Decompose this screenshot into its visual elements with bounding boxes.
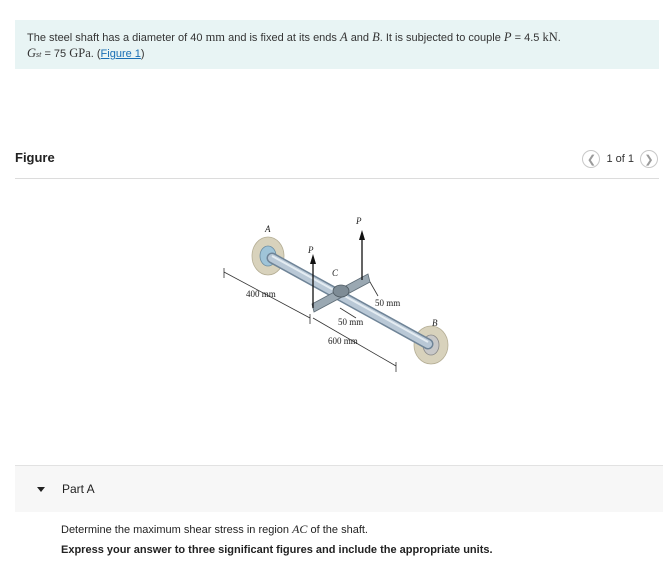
question-part-2: of the shaft. [310, 524, 368, 536]
problem-line-2: Gst = 75 GPa. (Figure 1) [27, 46, 145, 60]
unit-kn: kN [542, 30, 558, 44]
unit-mm: mm [205, 30, 226, 44]
paren-open: ( [96, 48, 101, 60]
part-a-label: Part A [62, 482, 95, 496]
shaft-figure [210, 200, 470, 400]
label-p-left: P [308, 245, 314, 255]
caret-down-icon[interactable] [37, 487, 45, 492]
unit-gpa: GPa [69, 46, 91, 60]
symbol-g-subscript: st [36, 50, 42, 59]
problem-text: . It is subjected to couple [379, 32, 501, 44]
label-c: C [332, 268, 339, 278]
problem-text: and is fixed at its ends [228, 32, 337, 44]
label-dim-50-bottom: 50 mm [338, 317, 364, 327]
shaft-diagram [210, 200, 470, 400]
problem-text: and [350, 32, 370, 44]
shaft-highlight [272, 256, 428, 342]
label-dim-600: 600 mm [328, 336, 358, 346]
symbol-p: P [503, 30, 512, 44]
symbol-a: A [339, 30, 348, 44]
g-value: = 75 [44, 48, 67, 60]
paren-close: ) [140, 48, 145, 60]
question-part-1: Determine the maximum shear stress in region [61, 524, 290, 536]
label-a: A [265, 224, 271, 234]
figure-link[interactable]: Figure 1 [100, 48, 141, 60]
force-p-right [359, 230, 365, 280]
label-b: B [432, 318, 438, 328]
chevron-left-icon[interactable]: ❮ [582, 150, 600, 168]
figure-title: Figure [15, 150, 55, 165]
label-dim-400: 400 mm [246, 289, 276, 299]
problem-text: The steel shaft has a diameter of 40 [27, 32, 203, 44]
question-text [61, 522, 368, 537]
shaft-body [272, 258, 428, 344]
figure-pager [582, 150, 658, 168]
problem-statement [15, 20, 659, 69]
label-dim-50-right: 50 mm [375, 298, 401, 308]
part-a-header[interactable] [15, 465, 663, 512]
label-p-right: P [356, 216, 362, 226]
p-value: = 4.5 [514, 32, 540, 44]
problem-line-1: The steel shaft has a diameter of 40 mm and is fixed at its ends A and B. It is subjected to couple P = 4.5 kN. [27, 30, 561, 44]
chevron-right-icon[interactable]: ❯ [640, 150, 658, 168]
symbol-g: G [27, 46, 37, 60]
pager-text: 1 of 1 [606, 153, 634, 165]
answer-instruction: Express your answer to three significant figures and include the appropriate units. [61, 544, 493, 556]
region-label: AC [292, 522, 308, 536]
figure-divider [15, 178, 659, 179]
symbol-b: B [372, 30, 380, 44]
